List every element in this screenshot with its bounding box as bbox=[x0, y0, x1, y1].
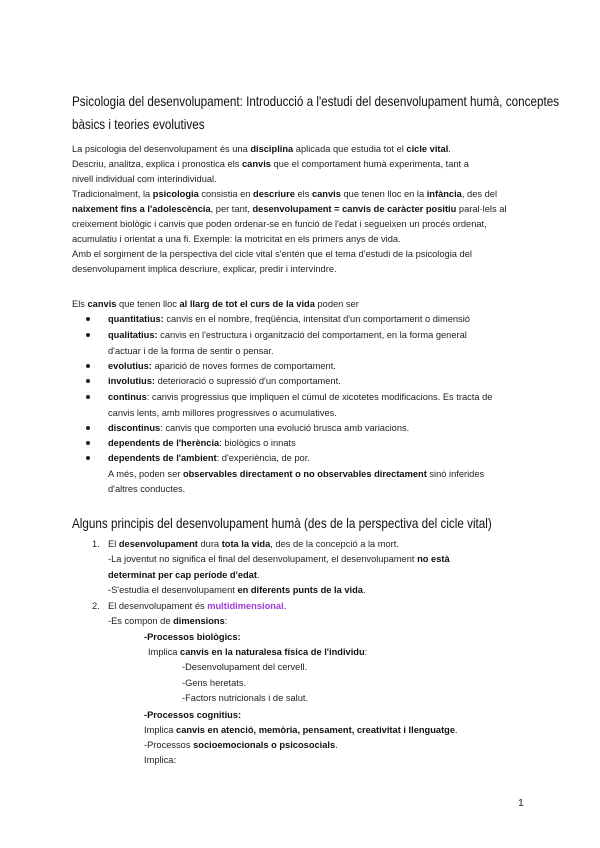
text-run: -Processos bbox=[144, 740, 194, 750]
text-run: El desenvolupament és bbox=[108, 601, 208, 611]
text-run: els bbox=[294, 189, 312, 199]
bold-text: al llarg de tot el curs de la vida bbox=[179, 299, 315, 309]
bullet-line bbox=[108, 374, 341, 389]
text-run: canvis en l'estructura i organització del comportament, en la forma general bbox=[157, 330, 467, 340]
text-run: consistia en bbox=[198, 189, 254, 199]
text-run: La psicologia del desenvolupament és una bbox=[72, 144, 251, 154]
text-run: d'actuar i de la forma de sentir o pensar. bbox=[108, 345, 274, 356]
text-run: -Es compon de bbox=[108, 616, 174, 626]
title-line-1: Psicologia del desenvolupament: Introducció a l'estudi del desenvolupament humà, conceptes bbox=[72, 94, 560, 109]
bullet-line bbox=[108, 451, 310, 466]
bold-text: determinat per cap període d'edat bbox=[108, 570, 257, 580]
bold-text: discontinus bbox=[108, 423, 161, 433]
bold-text: -Processos cognitius: bbox=[144, 710, 242, 720]
bullet-line bbox=[108, 421, 409, 436]
bold-text: infància bbox=[426, 189, 462, 199]
bold-text: no està bbox=[417, 554, 450, 564]
text-run: -Factors nutricionals i de salut. bbox=[182, 693, 309, 703]
process-item bbox=[182, 691, 308, 706]
text-run: paral·lels al bbox=[456, 204, 507, 214]
text-run: . bbox=[283, 601, 287, 611]
bold-text: dimensions bbox=[173, 616, 225, 626]
bold-text: tota la vida bbox=[221, 539, 271, 549]
bold-text: naixement fins a l'adolescència bbox=[72, 204, 211, 214]
bullet-dot-icon bbox=[86, 456, 90, 460]
intro-line bbox=[72, 247, 472, 262]
process-title bbox=[144, 738, 338, 753]
bold-text: canvis bbox=[311, 189, 341, 199]
bold-text: descriure bbox=[253, 189, 295, 199]
highlight-text: multidimensional bbox=[207, 601, 284, 611]
principle-1-line bbox=[108, 552, 450, 567]
page-number: 1 bbox=[518, 797, 524, 809]
bullet-dot-icon bbox=[86, 333, 90, 337]
text-run: : canvis que comporten una evolució brusca amb variacions. bbox=[160, 423, 410, 433]
intro-line bbox=[72, 262, 337, 277]
text-run: Implica: bbox=[144, 755, 177, 765]
bullet-line bbox=[108, 406, 337, 421]
text-run: Implica bbox=[148, 647, 181, 657]
intro-line bbox=[72, 157, 469, 172]
text-run: d'altres conductes. bbox=[108, 484, 186, 494]
text-run: , des del bbox=[461, 189, 498, 199]
bold-text: evolutius: bbox=[108, 361, 152, 371]
bold-text: dependents de l'ambient bbox=[108, 453, 217, 463]
intro-line bbox=[72, 232, 401, 247]
bullet-line bbox=[108, 436, 296, 451]
bold-text: -Processos biològics: bbox=[144, 632, 241, 642]
bold-text: disciplina bbox=[250, 144, 294, 154]
section-2-title: Alguns principis del desenvolupament humà (des de la perspectiva del cicle vital) bbox=[72, 516, 492, 531]
bullet-dot-icon bbox=[86, 395, 90, 399]
text-run: canvis en el nombre, freqüència, intensitat d'un comportament o dimensió bbox=[163, 314, 470, 324]
text-run: que el comportament humà experimenta, tant a bbox=[270, 159, 469, 169]
text-run: acumulatiu i orientat a una fi. Exemple: la motricitat en els primers anys de vida. bbox=[72, 234, 401, 244]
bold-text: quantitatius: bbox=[108, 314, 164, 324]
text-run: : bbox=[364, 647, 368, 657]
principle-2-line bbox=[108, 614, 227, 629]
text-run: . bbox=[455, 725, 458, 735]
text-run: El bbox=[108, 539, 119, 549]
intro-line bbox=[72, 217, 487, 232]
text-run: Els bbox=[72, 299, 88, 309]
text-run: A més, poden ser bbox=[108, 468, 183, 479]
text-run: Implica bbox=[144, 725, 177, 735]
text-run: , des de la concepció a la mort. bbox=[270, 539, 399, 549]
bullet-dot-icon bbox=[86, 426, 90, 430]
bullet-line bbox=[108, 390, 492, 405]
bold-text: socioemocionals o psicosocials bbox=[193, 740, 336, 750]
intro-line bbox=[72, 187, 497, 202]
text-run: : canvis progressius que impliquen el cúmul de xicotetes modificacions. Es tracta de bbox=[146, 392, 493, 402]
process-desc bbox=[148, 645, 367, 660]
bold-text: continus bbox=[108, 392, 147, 402]
text-run: -La joventut no significa el final del desenvolupament, el desenvolupament bbox=[108, 554, 418, 564]
principle-2-line bbox=[108, 599, 286, 614]
bold-text: desenvolupament = canvis de caràcter positiu bbox=[252, 204, 457, 214]
text-run: dura bbox=[197, 539, 222, 549]
list-number-1: 1. bbox=[92, 539, 100, 549]
bold-text: cicle vital bbox=[406, 144, 449, 154]
process-desc bbox=[144, 723, 458, 738]
text-run: : bbox=[224, 616, 228, 626]
text-run: , per tant, bbox=[210, 204, 253, 214]
text-run: . bbox=[256, 570, 260, 580]
text-run: deterioració o supressió d'un comportament. bbox=[155, 376, 341, 386]
bullet-line bbox=[108, 344, 274, 359]
title-line-2: bàsics i teories evolutives bbox=[72, 117, 205, 132]
intro-line bbox=[72, 142, 451, 157]
text-run: . bbox=[335, 740, 338, 750]
process-title bbox=[144, 630, 241, 645]
text-run: canvis lents, amb millores progressives o acumulatives. bbox=[108, 407, 337, 418]
bold-text: en diferents punts de la vida bbox=[237, 585, 363, 595]
principle-1-line bbox=[108, 583, 366, 598]
text-run: . bbox=[362, 585, 366, 595]
text-run: -Desenvolupament del cervell. bbox=[182, 662, 308, 672]
bullet-dot-icon bbox=[86, 317, 90, 321]
bold-text: canvis en la naturalesa física de l'individu bbox=[180, 647, 365, 657]
bold-text: canvis en atenció, memòria, pensament, creativitat i llenguatge bbox=[176, 725, 456, 735]
text-run: que tenen lloc bbox=[116, 299, 180, 309]
bullet-line bbox=[108, 328, 467, 343]
text-run: . bbox=[448, 144, 451, 154]
text-run: Amb el sorgiment de la perspectiva del cicle vital s'entén que el tema d'estudi de la psicologia del bbox=[72, 249, 472, 259]
text-run: aparició de noves formes de comportament. bbox=[151, 361, 336, 371]
bold-text: involutius: bbox=[108, 376, 155, 386]
bullet-dot-icon bbox=[86, 364, 90, 368]
text-run: -Gens heretats. bbox=[182, 677, 247, 688]
bullet-line bbox=[108, 312, 470, 327]
bold-text: canvis bbox=[242, 159, 271, 169]
process-item bbox=[182, 676, 246, 691]
bullet-dot-icon bbox=[86, 441, 90, 445]
bold-text: canvis bbox=[87, 299, 117, 309]
list-number-2: 2. bbox=[92, 601, 100, 611]
bullet-line bbox=[108, 467, 484, 482]
bold-text: dependents de l'herència bbox=[108, 438, 220, 448]
bold-text: psicologia bbox=[152, 189, 199, 199]
changes-intro bbox=[72, 297, 359, 312]
process-title bbox=[144, 708, 241, 723]
bold-text: qualitatius: bbox=[108, 330, 158, 340]
process-item bbox=[182, 660, 307, 675]
text-run: que tenen lloc en la bbox=[340, 189, 427, 199]
bold-text: observables directament o no observables directament bbox=[182, 468, 427, 479]
text-run: nivell individual com interindividual. bbox=[72, 174, 217, 184]
text-run: : biològics o innats bbox=[219, 438, 296, 448]
document-title bbox=[72, 90, 560, 136]
bullet-dot-icon bbox=[86, 379, 90, 383]
bullet-line bbox=[108, 482, 185, 497]
intro-line bbox=[72, 202, 506, 217]
process-desc bbox=[144, 753, 176, 768]
text-run: poden ser bbox=[314, 299, 359, 309]
text-run: desenvolupament implica descriure, explicar, predir i intervindre. bbox=[72, 264, 337, 274]
intro-line bbox=[72, 172, 217, 187]
principle-1-line bbox=[108, 537, 399, 552]
text-run: sinó inferides bbox=[426, 468, 485, 479]
text-run: creixement biològic i canvis que poden ordenar-se en funció de l'edat i segueixen un procés ordenat, bbox=[72, 219, 487, 229]
text-run: -S'estudia el desenvolupament bbox=[108, 585, 238, 595]
text-run: : d'experiència, de por. bbox=[216, 453, 310, 463]
principle-1-line bbox=[108, 568, 260, 583]
bold-text: desenvolupament bbox=[118, 539, 198, 549]
bullet-line bbox=[108, 359, 336, 374]
text-run: Tradicionalment, la bbox=[72, 189, 153, 199]
text-run: Descriu, analitza, explica i pronostica els bbox=[72, 159, 243, 169]
text-run: aplicada que estudia tot el bbox=[293, 144, 407, 154]
